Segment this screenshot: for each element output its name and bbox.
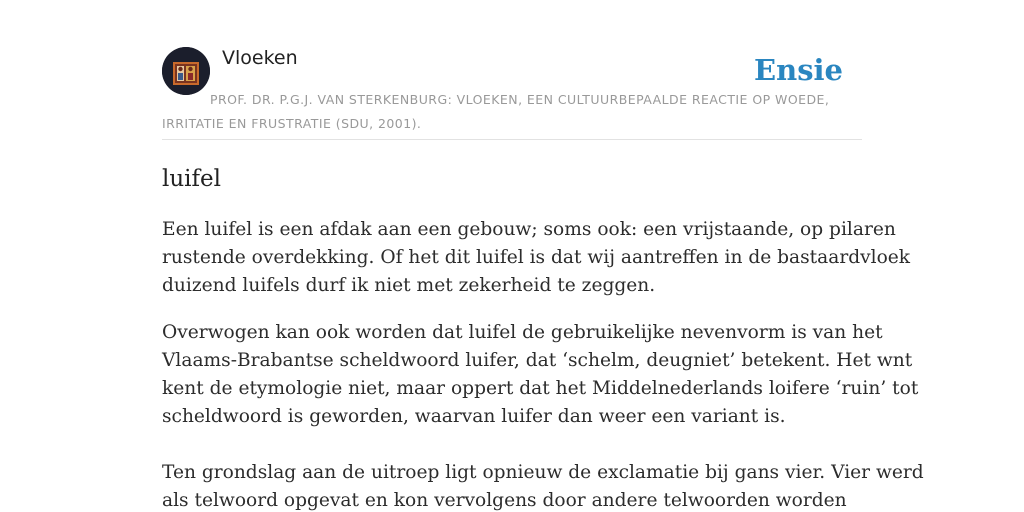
paragraph-line: duizend luifels durf ik niet met zekerheid te zeggen.	[162, 275, 656, 296]
book-title[interactable]: Vloeken	[222, 47, 298, 69]
source-citation: PROF. DR. P.G.J. VAN STERKENBURG: VLOEKEN, EEN CULTUURBEPAALDE REACTIE OP WOEDE, IRRITATIE EN FRUSTRATIE (SDU, 2001).	[162, 92, 830, 131]
brand-logo[interactable]: Ensie	[754, 53, 843, 87]
paragraph	[162, 459, 924, 512]
paragraph	[162, 216, 911, 300]
entry-title: luifel	[162, 166, 222, 192]
paragraph-line: Een luifel is een afdak aan een gebouw; soms ook: een vrijstaande, op pilaren	[162, 219, 896, 240]
paragraph-line: als telwoord opgevat en kon vervolgens door andere telwoorden worden	[162, 490, 847, 511]
paragraph-line: Ten grondslag aan de uitroep ligt opnieuw de exclamatie bij gans vier. Vier werd	[162, 462, 924, 483]
paragraph-line: Overwogen kan ook worden dat luifel de gebruikelijke nevenvorm is van het	[162, 322, 883, 343]
divider	[162, 139, 862, 140]
paragraph-line: scheldwoord is geworden, waarvan luifer dan weer een variant is.	[162, 406, 786, 427]
paragraph-line: rustende overdekking. Of het dit luifel is dat wij aantreffen in de bastaardvloek	[162, 247, 911, 268]
paragraph	[162, 319, 919, 431]
paragraph-line: kent de etymologie niet, maar oppert dat het Middelnederlands loifere ‘ruin’ tot	[162, 378, 919, 399]
paragraph-line: Vlaams-Brabantse scheldwoord luifer, dat ‘schelm, deugniet’ betekent. Het wnt	[162, 350, 913, 371]
